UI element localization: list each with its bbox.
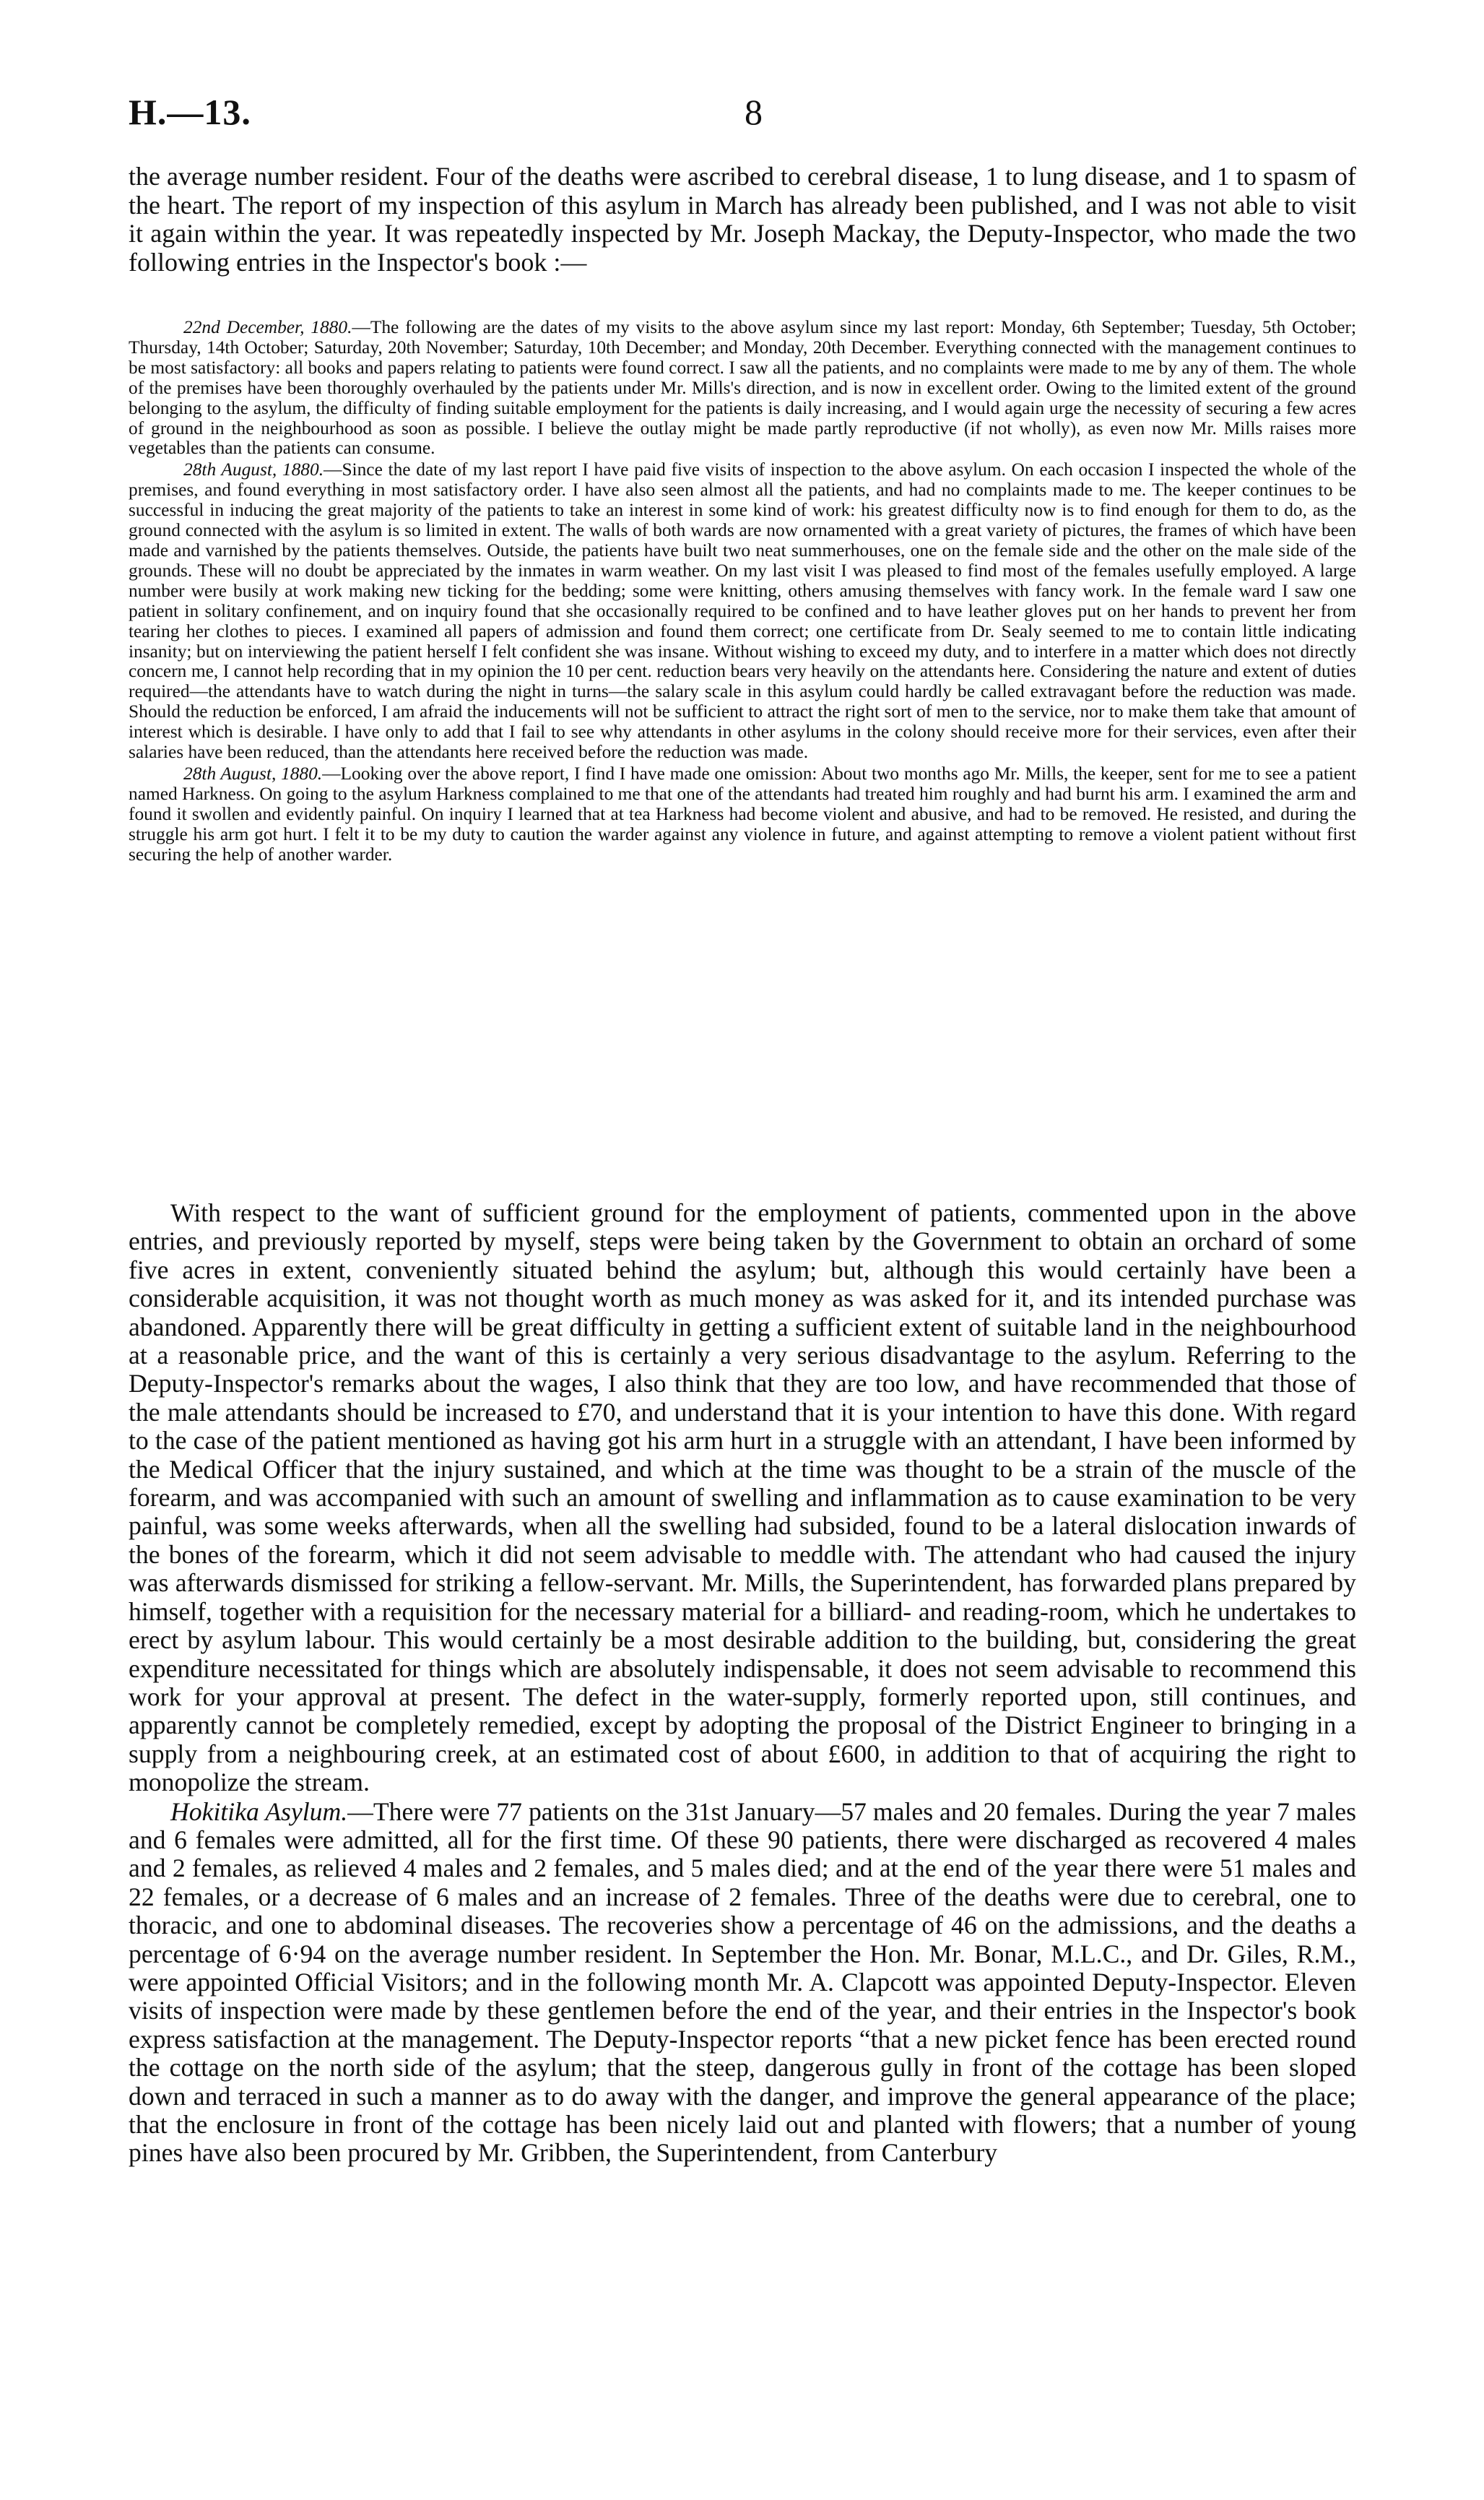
entry-august-omission — [129, 764, 1356, 865]
intro-paragraph-block — [129, 163, 1356, 277]
page-header — [129, 91, 1356, 142]
entry-date: 28th August, 1880. — [183, 763, 323, 784]
hokitika-asylum-paragraph — [129, 1798, 1356, 2168]
document-reference: H.—13. — [129, 92, 251, 132]
ground-and-wages-paragraph: With respect to the want of sufficient ground for the employment of patients, commented upon in the above entries, and previously reported by myself, steps were being taken by the Government to obtain an orchard of some five acres in extent, conveniently situated behind the asylum; but, although this would certainly have been a considerable acquisition, it was not thought worth as much money as was asked for it, and its intended purchase was abandoned. Apparently there will be great difficulty in getting a sufficient extent of suitable land in the neighbourhood at a reasonable price, and the want of this is certainly a very serious disadvantage to the asylum. Referring to the Deputy-Inspector's remarks about the wages, I also think that they are too low, and have recommended that those of the male attendants should be increased to £70, and understand that it is your intention to have this done. With regard to the case of the patient mentioned as having got his arm hurt in a struggle with an attendant, I have been informed by the Medical Officer that the injury sustained, and which at the time was thought to be a strain of the muscle of the forearm, and was accompanied with such an amount of swelling and inflammation as to cause examination to be very painful, was some weeks afterwards, when all the swelling had subsided, found to be a lateral dislocation inwards of the bones of the forearm, which it did not seem advisable to meddle with. The attendant who had caused the injury was afterwards dismissed for striking a fellow-servant. Mr. Mills, the Superintendent, has forwarded plans prepared by himself, together with a requisition for the necessary material for a billiard- and reading-room, which he undertakes to erect by asylum labour. This would certainly be a most desirable addition to the building, but, considering the great expenditure necessitated for things which are absolutely indispensable, it does not seem advisable to recommend this work for your approval at present. The defect in the water-supply, formerly reported upon, still continues, and apparently cannot be completely remedied, except by adopting the proposal of the District Engineer to bringing in a supply from a neighbouring creek, at an estimated cost of about £600, in addition to that of acquiring the right to monopolize the stream. — [129, 1198, 1356, 1797]
entry-text: —Since the date of my last report I have paid five visits of inspection to the above asylum. On each occasion I inspected the whole of the premises, and found everything in most satisfactory order. I have also seen almost all the patients, and had no complaints made to me. The keeper continues to be successful in inducing the great majority of the patients to take an interest in some kind of work: his greatest difficulty now is to find enough for them to do, as the ground connected with the asylum is so limited in extent. The walls of both wards are now ornamented with a great variety of pictures, the frames of which have been made and varnished by the patients themselves. Outside, the patients have built two neat summerhouses, one on the female side and the other on the male side of the grounds. These will no doubt be appreciated by the inmates in warm weather. On my last visit I was pleased to find most of the females usefully employed. A large number were busily at work making new ticking for the bedding; some were knitting, others amusing themselves with fancy work. In the female ward I saw one patient in solitary confinement, and on inquiry found that she occasionally required to be confined and to have leather gloves put on her hands to prevent her from tearing her clothes to pieces. I examined all papers of admission and found them correct; one certificate from Dr. Sealy seemed to me to contain little indicating insanity; but on interviewing the patient herself I felt confident she was insane. Without wishing to exceed my duty, and to interfere in a matter which does not directly concern me, I cannot help recording that in my opinion the 10 per cent. reduction bears very heavily on the attendants here. Considering the nature and extent of duties required—the attendants have to watch during the night in turns—the salary scale in this asylum could hardly be called extravagant before the reduction was made. Should the reduction be enforced, I am afraid the inducements will not be sufficient to attract the right sort of men to the service, nor to make them take that amount of interest which is desirable. I have only to add that I fail to see why attendants in other asylums in the colony should receive more for their services, even after their salaries have been reduced, than the attendants here received before the reduction was made. — [129, 459, 1356, 763]
entry-date: 22nd December, 1880. — [183, 317, 352, 337]
entry-text: —Looking over the above report, I find I have made one omission: About two months ago Mr. Mills, the keeper, sent for me to see a patient named Harkness. On going to the asylum Harkness complained to me that one of the attendants had treated him roughly and had burnt his arm. I examined the arm and found it swollen and evidently painful. On inquiry I learned that at tea Harkness had become violent and abusive, and had to be removed. He resisted, and during the struggle his arm got hurt. I felt it to be my duty to caution the warder against any violence in future, and against attempting to remove a violent patient without first securing the help of another warder. — [129, 763, 1357, 865]
entry-december — [129, 318, 1356, 459]
main-text-block — [129, 1199, 1356, 2168]
hokitika-asylum-heading: Hokitika Asylum. — [170, 1796, 348, 1826]
inspector-book-entries — [129, 318, 1356, 865]
entry-august-report — [129, 460, 1356, 763]
entry-text: —The following are the dates of my visits to the above asylum since my last report: Monday, 6th September; Tuesday, 5th October; Thursday, 14th October; Saturday, 20th November; Saturday, 10th December; and Monday, 20th December. Everything connected with the management continues to be most satisfactory: all books and papers relating to patients were found correct. I saw all the patients, and no complaints were made to me by any of them. The whole of the premises have been thoroughly overhauled by the patients under Mr. Mills's direction, and is now in excellent order. Owing to the limited extent of the ground belonging to the asylum, the difficulty of finding suitable employment for the patients is daily increasing, and I would again urge the necessity of securing a few acres of ground in the neighbourhood as soon as possible. I believe the outlay might be made partly reproductive (if not wholly), as even now Mr. Mills raises more vegetables than the patients can consume. — [129, 317, 1357, 459]
intro-paragraph: the average number resident. Four of the deaths were ascribed to cerebral disease, 1 to lung disease, and 1 to spasm of the heart. The report of my inspection of this asylum in March has already been published, and I was not able to visit it again within the year. It was repeatedly inspected by Mr. Joseph Mackay, the Deputy-Inspector, who made the two following entries in the Inspector's book :— — [129, 162, 1356, 277]
hokitika-asylum-text: —There were 77 patients on the 31st January—57 males and 20 females. During the year 7 males and 6 females were admitted, all for the first time. Of these 90 patients, there were discharged as recovered 4 males and 2 females, as relieved 4 males and 2 females, and 5 males died; and at the end of the year there were 51 males and 22 females, or a decrease of 6 males and an increase of 2 females. Three of the deaths were due to cerebral, one to thoracic, and one to abdominal diseases. The recoveries show a percentage of 46 on the admissions, and the deaths a percentage of 6·94 on the average number resident. In September the Hon. Mr. Bonar, M.L.C., and Dr. Giles, R.M., were appointed Official Visitors; and in the following month Mr. A. Clapcott was appointed Deputy-Inspector. Eleven visits of inspection were made by these gentlemen before the end of the year, and their entries in the Inspector's book express satisfaction at the management. The Deputy-Inspector reports “that a new picket fence has been erected round the cottage on the north side of the asylum; that the steep, dangerous gully in front of the cottage has been sloped down and terraced in such a manner as to do away with the danger, and improve the general appearance of the place; that the enclosure in front of the cottage has been nicely laid out and planted with flowers; that a number of young pines have also been procured by Mr. Gribben, the Superintendent, from Canterbury — [129, 1796, 1356, 2168]
page-number: 8 — [745, 92, 763, 132]
entry-date: 28th August, 1880. — [183, 459, 324, 480]
